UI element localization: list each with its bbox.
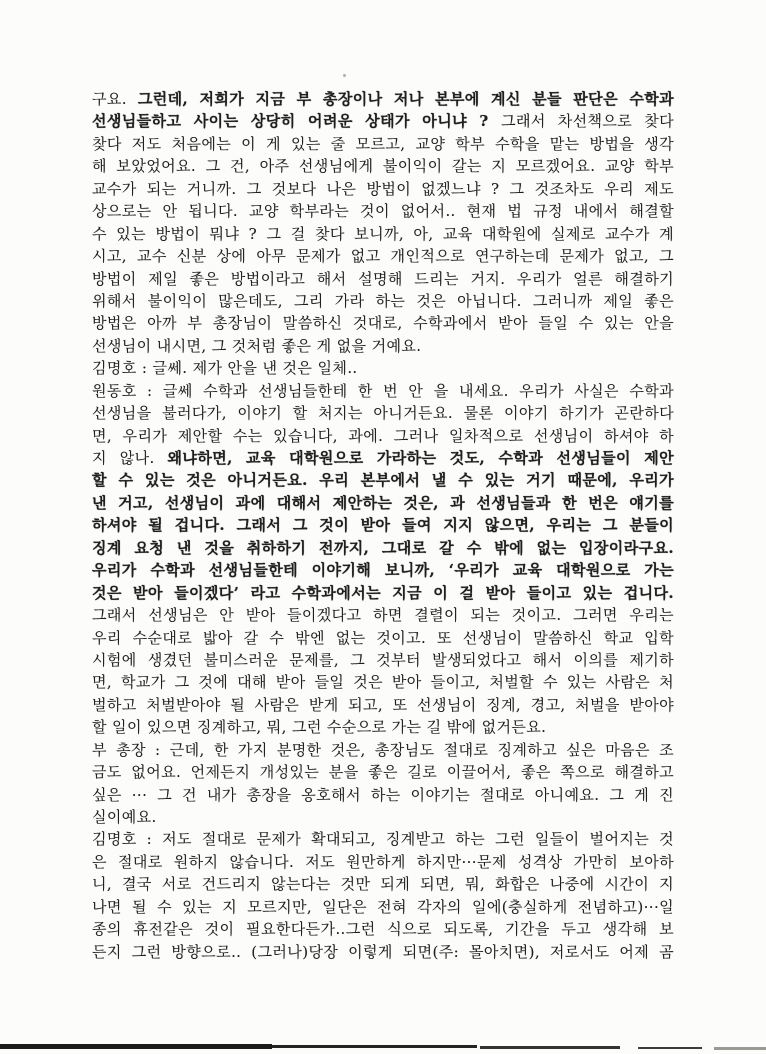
text-segment: 나면 될 수 있는 지 모르지만, 일단은 전혀 각자의 일에(충실하게 전념하고)···일 — [92, 897, 674, 916]
bold-text-segment: 징계 요청 낸 것을 취하하기 전까지, 그대로 갈 수 밖에 없는 입장이라구요. — [92, 538, 674, 557]
text-line — [92, 649, 674, 671]
text-line — [92, 155, 674, 177]
text-segment: 방법이 제일 좋은 방법이라고 해서 설명해 드리는 거지. 우리가 얼른 해결하기 — [92, 269, 674, 288]
bold-text-segment: 왜냐하면, 교육 대학원으로 가라하는 것도, 수학과 선생님들이 제안 — [167, 449, 674, 467]
text-line — [92, 604, 674, 626]
text-segment: 싶은 ··· 그 건 내가 총장을 옹호해서 하는 이야기는 절대로 아니예요. 그 게 진 — [92, 785, 674, 804]
text-segment: 금도 없어요. 언제든지 개성있는 분을 좋은 길로 이끌어서, 좋은 쪽으로 해결하고 — [92, 763, 674, 782]
bottom-scan-edge — [0, 1044, 272, 1049]
text-line — [92, 245, 674, 267]
text-line — [92, 851, 674, 873]
text-segment: 면, 학교가 그 것에 대해 받아 들일 것은 받아 들이고, 처벌할 수 있는 사람은 처 — [92, 673, 674, 692]
text-line — [92, 671, 674, 693]
bold-text-segment: 것은 받아 들이겠다’ 라고 수학과에서는 지금 이 걸 받아 들이고 있는 겁니다. — [92, 583, 674, 602]
text-segment: 선생님을 불러다가, 이야기 할 처지는 아니거든요. 물론 이야기 하기가 곤란하다 — [92, 404, 674, 423]
text-line — [92, 582, 674, 604]
text-line — [92, 425, 674, 447]
text-segment: 그래서 선생님은 안 받아 들이겠다고 하면 결렬이 되는 것이고. 그러면 우리는 — [92, 606, 674, 625]
text-segment: 은 절대로 원하지 않습니다. 저도 원만하게 하지만···문제 성격상 가만히 보아하 — [92, 852, 674, 871]
text-line — [92, 694, 674, 716]
text-line — [92, 88, 674, 110]
text-segment: 지 않나. — [92, 449, 168, 467]
text-line — [92, 537, 674, 559]
text-segment: 시험에 생겼던 불미스러운 문제를, 그 것부터 발생되었다고 해서 이의를 제기하 — [92, 650, 674, 669]
text-segment: 교수가 되는 거니까. 그 것보다 나은 방법이 없겠느냐 ? 그 것조차도 우리 제도 — [92, 179, 674, 198]
text-segment: 상으로는 안 됩니다. 교양 학부라는 것이 없어서‥ 현재 법 규정 내에서 해결할 — [92, 202, 674, 221]
text-segment: 시고, 교수 신분 상에 아무 문제가 없고 개인적으로 연구하는데 문제가 없고, 그 — [92, 247, 674, 266]
text-segment: 선생님이 내시면, 그 것처럼 좋은 게 없을 거예요. — [92, 336, 422, 355]
text-segment: 해 보았었어요. 그 건, 아주 선생님에게 불이익이 갈는 지 모르겠어요. 교양 학부 — [92, 157, 674, 176]
text-line — [92, 918, 674, 940]
text-segment: 벌하고 처벌받아야 될 사람은 받게 되고, 또 선생님이 징계, 경고, 처벌을 받아야 — [92, 695, 674, 714]
bold-text-segment: 우리가 수학과 선생님들한테 이야기해 보니까, ‘우리가 교육 대학원으로 가는 — [92, 561, 674, 580]
text-line — [92, 739, 674, 761]
text-line — [92, 200, 674, 222]
text-line — [92, 268, 674, 290]
text-segment: 실이예요. — [92, 808, 157, 826]
text-segment: 구요. — [92, 90, 138, 108]
text-line — [92, 223, 674, 245]
text-segment: 면, 우리가 제안할 수는 있습니다, 과에. 그러나 일차적으로 선생님이 하셔야 하 — [92, 426, 674, 445]
text-segment: 원동호 : 글쎄 수학과 선생님들한테 한 번 안 을 내세요. 우리가 사실은 수학과 — [92, 381, 674, 400]
text-segment: 니, 결국 서로 건드리지 않는다는 것만 되게 되면, 뭐, 화합은 나중에 시간이 지 — [92, 875, 674, 894]
text-line — [92, 941, 674, 963]
text-line — [92, 178, 674, 200]
text-line — [92, 290, 674, 312]
text-line — [92, 447, 674, 469]
text-line — [92, 312, 674, 334]
bold-text-segment: 선생님들하고 사이는 상당히 어려운 상태가 아니냐 ? — [92, 112, 502, 131]
bold-text-segment: 그런데, 저희가 지금 부 총장이나 저나 본부에 계신 분들 판단은 수학과 — [137, 90, 674, 108]
text-line — [92, 133, 674, 155]
bold-text-segment: 낸 거고, 선생님이 과에 대해서 제안하는 것은, 과 선생님들과 한 번은 얘기를 — [92, 493, 674, 512]
text-segment: 종의 휴전같은 것이 필요한다든가‥그런 식으로 되도록, 기간을 두고 생각해 보 — [92, 920, 674, 939]
text-line — [92, 110, 674, 132]
text-segment: 위해서 불이익이 많은데도, 그리 가라 하는 것은 아닙니다. 그러니까 제일 좋은 — [92, 291, 674, 310]
text-line — [92, 469, 674, 491]
text-line — [92, 828, 674, 850]
text-segment: 김명호 : 글쎄. 제가 안을 낸 것은 일체‥ — [92, 359, 358, 378]
text-line — [92, 335, 674, 357]
text-segment: 김명호 : 저도 절대로 문제가 확대되고, 징계받고 하는 그런 일들이 벌어지는 것 — [92, 830, 674, 849]
scan-speck — [343, 74, 346, 77]
text-line — [92, 716, 674, 738]
text-segment: 그래서 차선책으로 찾다 — [501, 112, 674, 131]
text-line — [92, 896, 674, 918]
text-line — [92, 357, 674, 379]
text-line — [92, 380, 674, 402]
text-segment: 방법은 아까 부 총장님이 말씀하신 것대로, 수학과에서 받아 들일 수 있는 안을 — [92, 314, 674, 333]
text-line — [92, 761, 674, 783]
text-line — [92, 559, 674, 581]
text-line — [92, 514, 674, 536]
text-segment: 수 있는 방법이 뭐냐 ? 그 걸 찾다 보니까, 아, 교육 대학원에 실제로 교수가 계 — [92, 224, 674, 243]
bold-text-segment: 하셔야 될 겁니다. 그래서 그 것이 받아 들여 지지 않으면, 우리는 그 분들이 — [92, 516, 674, 535]
text-line — [92, 627, 674, 649]
text-line — [92, 402, 674, 424]
text-segment: 할 일이 있으면 징계하고, 뭐, 그런 수순으로 가는 길 밖에 없거든요. — [92, 718, 547, 737]
text-segment: 우리 수순대로 밟아 갈 수 밖엔 없는 것이고. 또 선생님이 말씀하신 학교 입학 — [92, 628, 674, 647]
bottom-scan-edge — [638, 1047, 702, 1049]
text-segment: 든지 그런 방향으로‥ (그러나)당장 이렇게 되면(주: 몰아치면), 저로서도 어제 곰 — [92, 942, 674, 961]
bottom-scan-edge — [714, 1047, 766, 1050]
bold-text-segment: 할 수 있는 것은 아니거든요. 우리 본부에서 낼 수 있는 거기 때문에, 우리가 — [92, 471, 674, 490]
text-line — [92, 873, 674, 895]
bottom-scan-edge — [480, 1046, 620, 1049]
text-line — [92, 806, 674, 828]
text-line — [92, 784, 674, 806]
text-segment: 부 총장 : 근데, 한 가지 분명한 것은, 총장님도 절대로 징계하고 싶은 마음은 조 — [92, 740, 674, 759]
text-segment: 찾다 저도 처음에는 이 게 있는 줄 모르고, 교양 학부 수학을 맡는 방법을 생각 — [92, 134, 674, 153]
text-block — [92, 88, 674, 963]
bottom-scan-edge — [272, 1045, 477, 1048]
text-line — [92, 492, 674, 514]
